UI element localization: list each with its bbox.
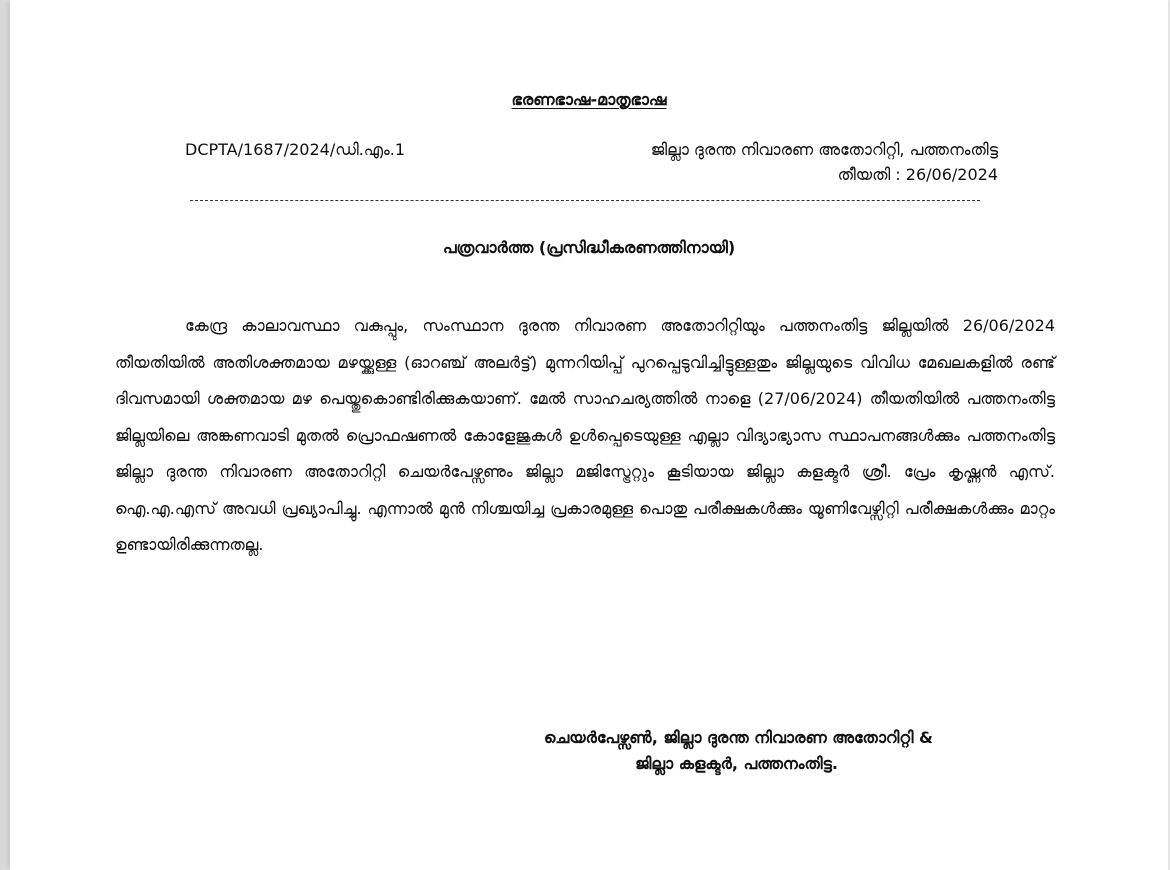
press-release-body: കേന്ദ്ര കാലാവസ്ഥാ വകുപ്പും, സംസ്ഥാന ദുരന്ത നിവാരണ അതോറിറ്റിയും പത്തനംതിട്ട ജില്ലയിൽ 26/06/2024 തീയതിയിൽ അതിശക്തമായ മഴയ്ക്കുള്ള (ഓറഞ്ച് അലർട്ട്) മുന്നറിയിപ്പ് പുറപ്പെടുവിച്ചിട്ടുള്ളതും ജില്ലയുടെ വിവിധ മേഖലകളിൽ രണ്ട് ദിവസമായി ശക്തമായ മഴ പെയ്തുകൊണ്ടിരിക്കുകയാണ്. മേൽ സാഹചര്യത്തിൽ നാളെ (27/06/2024) തീയതിയിൽ പത്തനംതിട്ട ജില്ലയിലെ അങ്കണവാടി മുതൽ പ്രൊഫഷണൽ കോളേജുകൾ ഉൾപ്പെടെയുള്ള എല്ലാ വിദ്യാഭ്യാസ സ്ഥാപനങ്ങൾക്കും പത്തനംതിട്ട ജില്ലാ ദുരന്ത നിവാരണ അതോറിറ്റി ചെയർപേഴ്സണും ജില്ലാ മജിസ്ട്രേറ്റും കൂടിയായ ജില്ലാ കളക്ടർ ശ്രീ. പ്രേം കൃഷ്ണൻ എസ്. ഐ.എ.എസ് അവധി പ്രഖ്യാപിച്ചു. എന്നാൽ മുൻ നിശ്ചയിച്ച പ്രകാരമുള്ള പൊതു പരീക്ഷകൾക്കും യൂണിവേഴ്സിറ്റി പരീക്ഷകൾക്കും മാറ്റം ഉണ്ടായിരിക്കുന്നതല്ല. [115, 316, 1055, 554]
press-release-title: പത്രവാർത്ത (പ്രസിദ്ധീകരണത്തിനായി) [442, 238, 736, 257]
issuing-authority: ജില്ലാ ദുരന്ത നിവാരണ അതോറിറ്റി, പത്തനംതിട്ട [650, 140, 998, 159]
reference-number: DCPTA/1687/2024/ഡി.എം.1 [185, 140, 406, 159]
signature-office: ജില്ലാ കളക്ടർ, പത്തനംതിട്ട. [635, 754, 838, 773]
page-edge-shadow [0, 0, 10, 870]
document-page [10, 0, 1168, 870]
document-date: തീയതി : 26/06/2024 [837, 165, 998, 184]
document-heading: ഭരണഭാഷ-മാതൃഭാഷ [511, 90, 667, 109]
dashed-divider [190, 200, 980, 201]
signature-designation: ചെയർപേഴ്സൺ, ജില്ലാ ദുരന്ത നിവാരണ അതോറിറ്റി & [544, 728, 933, 747]
